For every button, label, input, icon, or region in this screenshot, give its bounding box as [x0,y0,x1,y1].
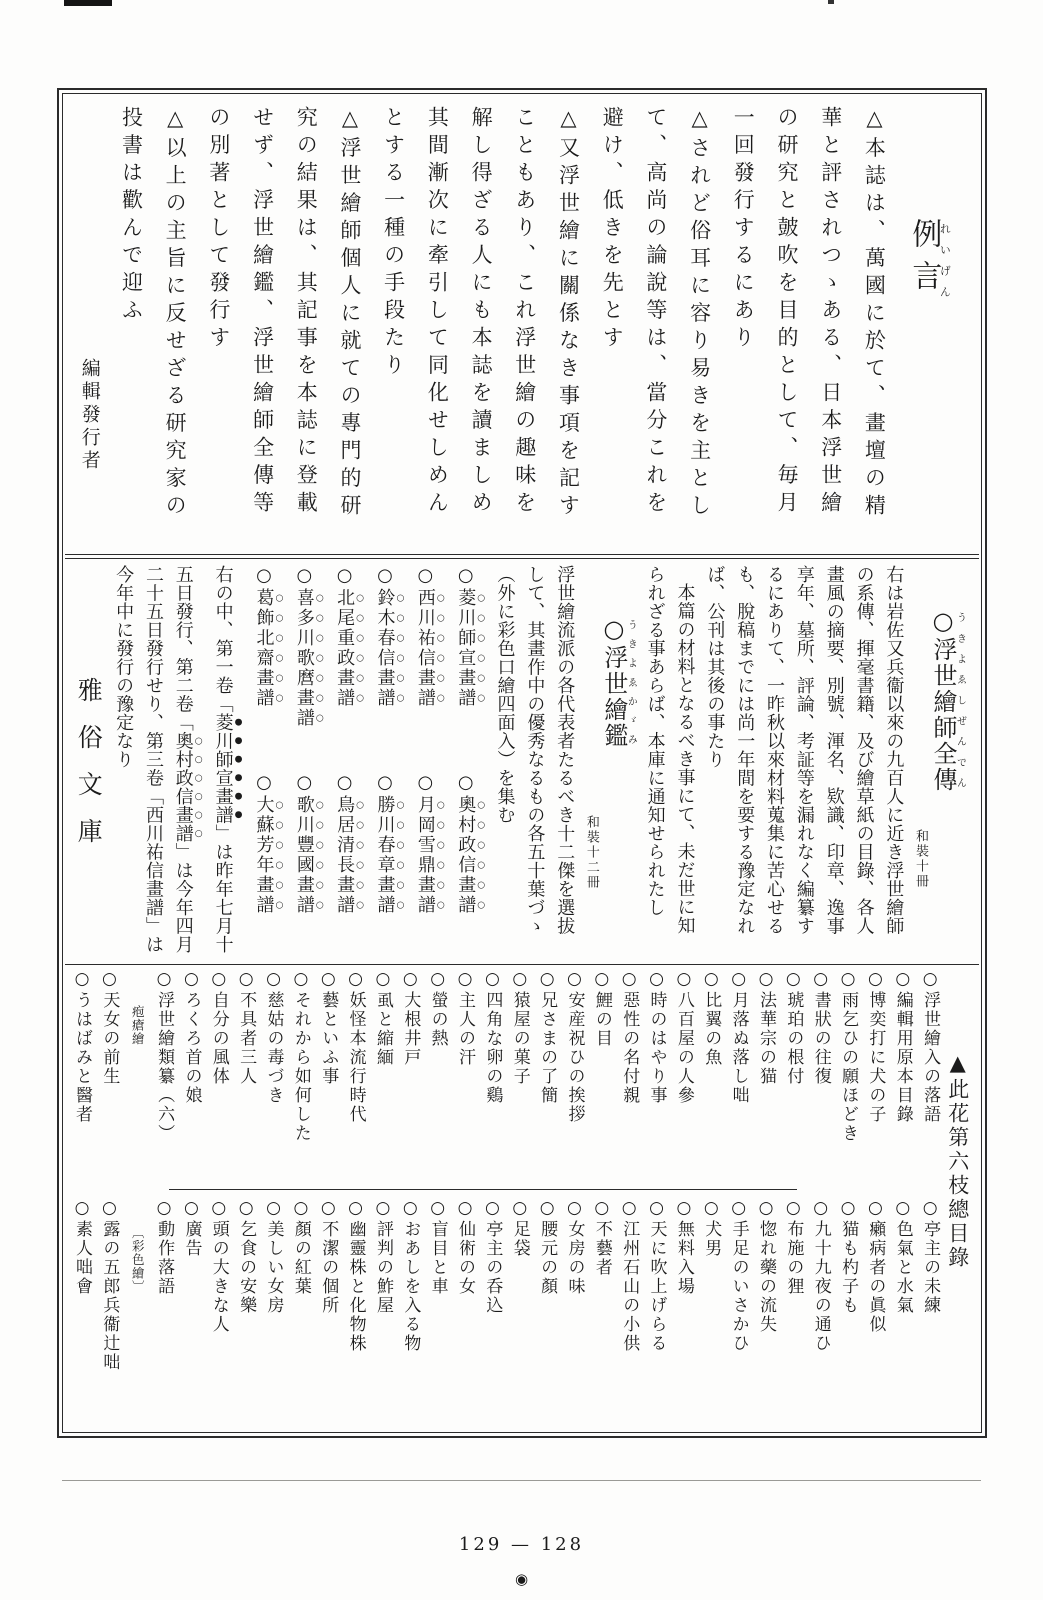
toc-entry-top: ○藝といふ事 [318,969,339,1086]
toc-column [69,969,96,1428]
toc-column [644,969,671,1428]
album-title [291,772,325,915]
list-bullet: ○ [253,772,275,795]
preface-section [63,94,981,554]
text-column: とする一種の手段たり [381,106,406,381]
toc-entry-top: ○慈姑の毒づき [263,969,284,1105]
text-column: 右は岩佐又兵衞以來の九百人に近き浮世繪師 [883,565,905,935]
toc-row-divider [169,1189,797,1190]
text-column: 解し得ざる人にも本誌を讀ましめ [469,106,494,519]
toc-entry-top: 疱瘡繪 [130,1005,146,1046]
text-column: 享年、墓所、評論、考証等を漏れなく編纂す [793,565,815,935]
album-name: 葛飾北齋畫譜 [253,588,275,708]
toc-entry-bottom: ○幽靈株と化物株 [345,1198,366,1353]
text-column: るにありて、一昨秋以來材料蒐集に苦心せる [764,565,786,935]
toc-entry-top: ○安産祝ひの挨拶 [564,969,585,1124]
text-column [171,565,204,960]
text-column: 華と評されつゝある、日本浮世繪 [818,106,843,519]
text-column: の別著として發行す [206,106,231,354]
album-title [331,565,365,772]
album-title [250,565,284,772]
text-column: の研究と皷吹を目的として、毎月 [775,106,799,519]
toc-column [726,969,753,1428]
zenden-binding: 和裝十冊 [913,829,928,889]
toc-entry-top: ○浮世繪入の落語 [920,969,941,1124]
toc-title: ▲此花第六枝總目錄 [945,1051,970,1270]
text-column: られざる事あらば、本庫に通知せられたし [644,565,666,917]
toc-entry-top: ○法華宗の猫 [755,969,776,1086]
toc-entry-bottom: ○九十九夜の通ひ [810,1198,831,1353]
toc-column [124,969,151,1428]
album-title-column [372,565,405,960]
toc-column [534,969,561,1428]
text-segment: 」は昨年七月十 [212,824,234,954]
text-column [211,565,244,960]
toc-column [315,969,342,1428]
toc-column [178,969,205,1428]
text-column: の系傳、揮毫書籍、及び繪草紙の目錄、各人 [853,565,875,935]
toc-entry-top: ○それから如何した [290,969,311,1143]
album-title-column [251,565,284,960]
toc-entry-bottom: ○癩病者の眞似 [865,1198,886,1334]
toc-column [151,969,178,1428]
album-title [412,565,446,772]
text-column: △されど俗耳に容り易きを主とし [687,106,712,522]
toc-entry-bottom: ○女房の味 [564,1198,585,1296]
list-bullet: ○ [334,565,356,588]
toc-entry-top: ○妖怪本流行時代 [345,969,366,1124]
text-column: せず、浮世繪鑑、浮世繪師全傳等 [250,106,275,519]
toc-entry-top: ○うはばみと醫者 [72,969,92,1124]
toc-entry-top: ○月落ぬ落し咄 [728,969,749,1105]
album-name: 勝川春章畫譜 [374,795,396,915]
toc-entry-top: ○惡性の名付親 [619,969,640,1105]
toc-column [671,969,698,1428]
text-segment: 今年中に發行の豫定なり [113,565,135,769]
toc-entry-bottom: ○素人咄會 [72,1198,92,1296]
text-column: （外に彩色口繪四面入）を集む [494,565,516,824]
toc-entry-bottom: ○惚れ藥の流失 [755,1198,776,1334]
text-segment: 」は今年四月 [172,842,194,954]
toc-entry-bottom: ○猫も杓子も [838,1198,859,1315]
toc-entry-top: ○兄さまの了簡 [537,969,558,1105]
text-column [112,565,135,960]
kagami-binding: 和裝十二冊 [583,815,599,890]
toc-column [206,969,233,1428]
toc-entry-top: ○編輯用原本目錄 [892,969,913,1124]
toc-entry-bottom: ○不潔の個所 [318,1198,339,1315]
toc-entry-top: ○比翼の魚 [701,969,722,1067]
toc-entry-top: ○大根井戸 [400,969,421,1067]
toc-entry-top: ○四角な卵の鷄 [482,969,503,1105]
album-name: 歌川豐國畫譜 [293,795,315,915]
list-bullet: ○ [293,565,315,588]
announcements-section [63,559,981,964]
toc-entry-bottom: ○亭主の呑込 [482,1198,503,1315]
album-name: 月岡雪鼎畫譜 [414,795,436,915]
toc-column [753,969,780,1428]
kagami-title [583,565,636,960]
text-column: △本誌は、萬國に於て、畫壇の精 [862,106,887,522]
toc-section [63,965,981,1432]
text-column: 避け、低きを先とす [600,106,625,354]
toc-entry-bottom: ○不藝者 [591,1198,612,1277]
toc-entry-top: ○虱と縮緬 [372,969,393,1067]
album-title-column [332,565,365,960]
toc-entry-bottom: ○手足のいさかひ [728,1198,749,1353]
emphasized-title: 奧村政信畫譜 [172,731,194,843]
toc-entry-bottom: ○美しい女房 [263,1198,284,1315]
toc-entry-top: ○ろくろ首の娘 [181,969,202,1105]
toc-entry-top: ○天女の前生 [99,969,120,1086]
toc-entry-top: ○螢の熱 [427,969,448,1048]
toc-column [233,969,260,1428]
toc-entry-top: ○琥珀の根付 [783,969,804,1086]
toc-column [862,969,889,1428]
page-numbers: 129 — 128 [458,1534,585,1555]
text-column: も、脫稿までには尚一年間を要する豫定なれ [734,565,756,935]
toc-entry-bottom: ○廣告 [181,1198,202,1258]
scan-mark [64,0,112,6]
zenden-title [912,565,965,960]
publisher-signature: 雅俗文庫 [74,677,104,865]
toc-column [452,969,479,1428]
toc-column [589,969,616,1428]
toc-entry-bottom: ○腰元の顏 [537,1198,558,1296]
emphasized-title: 菱川師宣畫譜 [212,713,234,824]
album-title [372,772,406,915]
toc-entry-bottom: ○無料入場 [673,1198,694,1296]
toc-entry-bottom: ○評判の鮓屋 [372,1198,393,1315]
toc-column [425,969,452,1428]
toc-entry-bottom: ○露の五郎兵衞辻咄 [99,1198,120,1372]
toc-column [808,969,835,1428]
list-bullet: ○ [334,772,356,795]
text-column: て、高尚の論說等は、當分これを [643,106,668,519]
text-segment: 五日發行、第二卷「 [172,565,194,732]
text-column: 究の結果は、其記事を本誌に登載 [294,106,319,519]
toc-entry-bottom: ○犬男 [701,1198,722,1258]
toc-column [479,969,506,1428]
toc-entry-bottom: ○江州石山の小供 [619,1198,640,1353]
toc-column [835,969,862,1428]
album-name: 奧村政信畫譜 [455,795,477,915]
toc-entry-bottom: ○顏の紅葉 [290,1198,311,1296]
toc-entry-top: ○雨乞ひの願ほどき [838,969,859,1143]
list-bullet: ○ [414,772,436,795]
album-title [331,772,365,915]
zenden-title-ruby: ○浮世繪師全傳うきよゑしぜんでん [929,607,966,793]
toc-entry-top: ○主人の汗 [455,969,476,1067]
text-column: △浮世繪師個人に就ての專門的研 [337,106,362,522]
text-column [141,565,164,960]
album-title [372,565,406,772]
list-bullet: ○ [374,565,396,588]
list-bullet: ○ [374,772,396,795]
preface-signature: 編輯發行者 [78,358,101,473]
toc-column [343,969,370,1428]
toc-entry-top: ○不具者三人 [236,969,257,1086]
text-column: こともあり、これ浮世繪の趣味を [512,106,537,519]
text-column: 投書は歡んで迎ふ [119,106,144,326]
album-name: 喜多川歌麿畫譜 [293,588,315,728]
toc-entry-top: ○八百屋の人參 [673,969,694,1105]
toc-entry-top: ○浮世繪類纂（六） [154,969,175,1143]
toc-column [917,969,944,1428]
album-title-column [412,565,445,960]
toc-column [370,969,397,1428]
toc-column [780,969,807,1428]
scan-mark [828,0,834,4]
text-column: 浮世繪流派の各代表者たるべき十二傑を選拔 [554,565,576,935]
toc-entry-top: ○博奕打に犬の子 [865,969,886,1124]
text-segment: 二十五日發行せり、第三卷「西川祐信畫譜」は [142,565,164,954]
toc-entry-bottom: ○頭の大きな人 [208,1198,229,1334]
toc-column [890,969,917,1428]
toc-entry-bottom: ○乞食の安樂 [236,1198,257,1315]
text-column: △又浮世繪に關係なき事項を記す [556,106,581,522]
kagami-title-ruby: ○浮世繪鑑うきよゑかゞみ [599,615,637,749]
album-title [412,772,446,915]
page-frame-inner [62,93,982,1433]
toc-entry-bottom: ○動作落語 [154,1198,175,1296]
album-title-column [291,565,324,960]
toc-entry-top: ○鯉の目 [591,969,612,1048]
toc-column [561,969,588,1428]
footer-rule [62,1480,981,1481]
text-column: 本篇の材料となるべき事にて、未だ世に知 [674,583,696,935]
text-column: 一回發行するにあり [731,106,756,354]
bullseye-mark-icon: ◉ [514,1570,529,1588]
album-name: 北尾重政畫譜 [334,588,356,708]
text-column: ば、公刊は其後の事たり [704,565,726,769]
text-column: 其間漸次に牽引して同化せしめん [425,106,450,519]
album-title [452,565,486,772]
page-frame [57,88,987,1438]
text-column: △以上の主旨に反せざる研究家の [163,106,188,522]
list-bullet: ○ [253,565,275,588]
toc-entry-bottom: ○亭主の未練 [920,1198,941,1315]
toc-entry-top: ○猿屋の菓子 [509,969,530,1086]
album-name: 鈴木春信畫譜 [374,588,396,708]
toc-entry-bottom: ○足袋 [509,1198,530,1258]
toc-column [261,969,288,1428]
toc-column [616,969,643,1428]
album-title-column [453,565,486,960]
toc-entry-top: ○時のはやり事 [646,969,667,1105]
album-title [291,565,325,772]
toc-column [397,969,424,1428]
album-name: 大蘇芳年畫譜 [253,795,275,915]
toc-entry-top: ○自分の風体 [208,969,229,1086]
toc-entry-bottom: ○仙術の女 [455,1198,476,1296]
text-column: 畫風の摘要、別號、渾名、欵識、印章、逸事 [823,565,845,935]
text-segment: 右の中、第一卷「 [212,565,234,713]
toc-entry-bottom: ○天に吹上げらる [646,1198,667,1353]
list-bullet: ○ [455,565,477,588]
preface-title [905,106,951,548]
album-title [250,772,284,915]
list-bullet: ○ [293,772,315,795]
album-name: 菱川師宣畫譜 [455,588,477,708]
toc-entry-bottom: ○おあしを入る物 [400,1198,421,1353]
album-name: 鳥居清長畫譜 [334,795,356,915]
album-name: 西川祐信畫譜 [414,588,436,708]
toc-column [288,969,315,1428]
list-bullet: ○ [455,772,477,795]
album-title [452,772,486,915]
toc-entry-top: ○書狀の往復 [810,969,831,1086]
toc-entry-bottom: ○布施の狸 [783,1198,804,1296]
toc-column [507,969,534,1428]
toc-column [698,969,725,1428]
text-column: して、其畫作中の優秀なるもの各五十葉づゝ [524,565,546,935]
toc-entry-bottom: ○盲目と車 [427,1198,448,1296]
toc-entry-bottom: 〔彩色繪〕 [130,1226,146,1294]
toc-column [96,969,123,1428]
preface-title-ruby: 例言れいげん [906,218,952,302]
toc-entry-bottom: ○色氣と水氣 [892,1198,913,1315]
list-bullet: ○ [414,565,436,588]
